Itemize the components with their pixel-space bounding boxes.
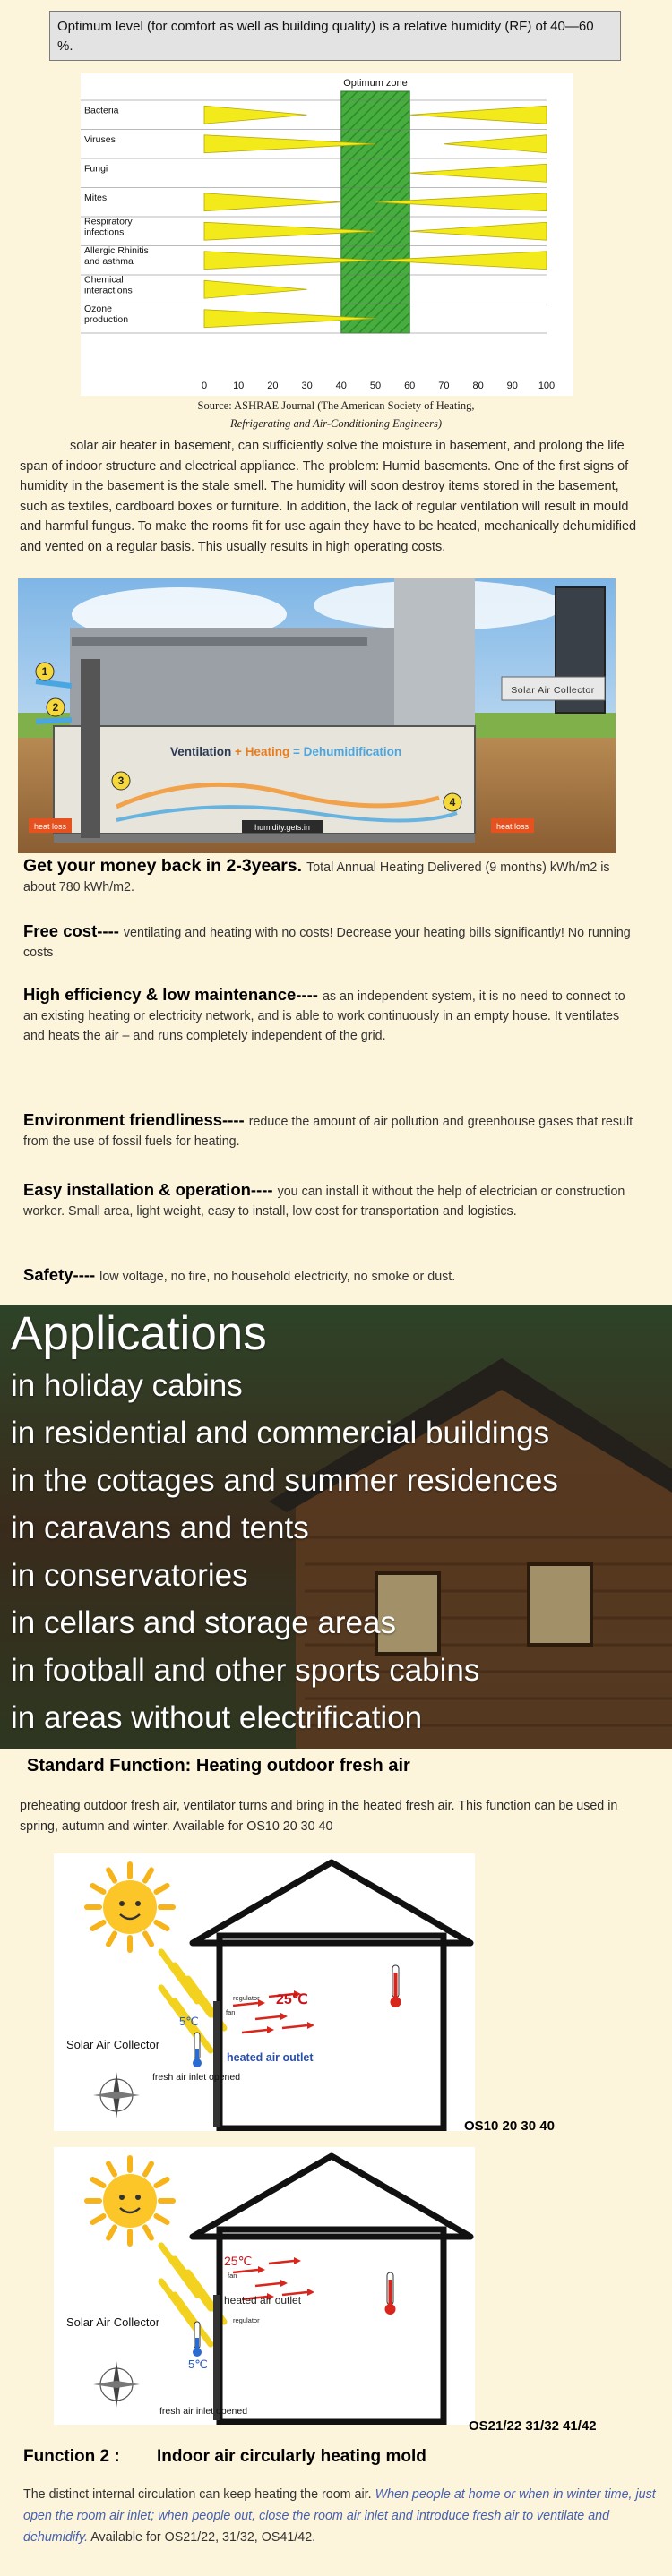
risk-band-right bbox=[409, 222, 547, 240]
heating-word: Heating bbox=[245, 745, 290, 758]
fan-label: fan bbox=[226, 2008, 236, 2016]
heating-fresh-air-diagram bbox=[54, 1853, 475, 2131]
collector-label: Solar Air Collector bbox=[66, 2315, 160, 2329]
step-number: 1 bbox=[41, 665, 48, 678]
dehumidification-word: Dehumidification bbox=[303, 745, 402, 758]
risk-band-left bbox=[204, 193, 341, 211]
house-roof bbox=[193, 2156, 470, 2237]
applications-title: Applications bbox=[11, 1307, 267, 1360]
application-item: in holiday cabins bbox=[11, 1368, 243, 1403]
compass-icon bbox=[93, 2361, 140, 2408]
x-tick-label: 10 bbox=[233, 381, 245, 391]
feature-item bbox=[23, 921, 642, 963]
air-duct bbox=[81, 659, 100, 838]
heat-loss-label: heat loss bbox=[33, 822, 67, 831]
category-label: Ozone production bbox=[84, 303, 129, 325]
regulator-label: regulator bbox=[233, 2316, 260, 2324]
category-label: Chemical interactions bbox=[84, 274, 133, 296]
x-tick-label: 90 bbox=[506, 381, 518, 391]
x-tick-label: 20 bbox=[267, 381, 279, 391]
applications-banner bbox=[0, 1305, 672, 1749]
solar-collector-icon bbox=[213, 2001, 220, 2127]
step-number: 4 bbox=[449, 796, 456, 809]
intro-text: Optimum level (for comfort as well as building quality) is a relative humidity (RF) of 40—60 %. bbox=[57, 19, 594, 54]
collector-label: Solar Air Collector bbox=[66, 2038, 160, 2051]
feature-text: Total Annual Heating Delivered (9 months) kWh/m2 is about 780 kWh/m2. bbox=[23, 860, 610, 894]
application-item: in areas without electrification bbox=[11, 1700, 423, 1735]
risk-band-right bbox=[444, 135, 547, 153]
diagram1-models: OS10 20 30 40 bbox=[464, 2118, 555, 2134]
solar-collector-icon bbox=[213, 2295, 220, 2420]
category-label: Mites bbox=[84, 192, 108, 203]
heat-loss-label: heat loss bbox=[495, 822, 530, 831]
risk-band-left bbox=[204, 280, 307, 298]
application-item: in the cottages and summer residences bbox=[11, 1463, 558, 1498]
outlet-label: heated air outlet bbox=[224, 2294, 302, 2306]
feature-item bbox=[23, 985, 642, 1046]
category-label: Fungi bbox=[84, 163, 108, 175]
thermometer-icon bbox=[193, 2322, 202, 2357]
feature-text: you can install it without the help of electrician or construction worker. Small area, light weight, easy to install, low cost for transportation and logistics. bbox=[23, 1185, 625, 1219]
x-tick-label: 100 bbox=[538, 381, 556, 391]
outdoor-temperature: 5℃ bbox=[179, 2015, 199, 2028]
risk-band-right bbox=[409, 164, 547, 182]
feature-text: low voltage, no fire, no household electricity, no smoke or dust. bbox=[99, 1270, 456, 1284]
risk-band-right bbox=[409, 106, 547, 124]
outdoor-temperature: 5℃ bbox=[188, 2358, 208, 2371]
collector-label: Solar Air Collector bbox=[511, 685, 595, 696]
equals-sign: = bbox=[292, 745, 300, 758]
category-label: Respiratory infections bbox=[84, 216, 133, 238]
indoor-temperature: 25℃ bbox=[276, 1992, 308, 2007]
inlet-label: fresh air inlet opened bbox=[159, 2406, 248, 2417]
step-number: 3 bbox=[117, 775, 125, 787]
function2-heading bbox=[23, 2447, 426, 2467]
house-roof bbox=[193, 1862, 470, 1943]
feature-title: Environment friendliness---- bbox=[23, 1110, 245, 1129]
function2-tail: Available for OS21/22, 31/32, OS41/42. bbox=[90, 2530, 316, 2545]
risk-band-left bbox=[204, 106, 307, 124]
x-tick-label: 40 bbox=[335, 381, 347, 391]
category-label: Bacteria bbox=[84, 105, 119, 116]
x-tick-label: 70 bbox=[438, 381, 450, 391]
function2-paragraph bbox=[23, 2484, 661, 2548]
regulator-label: regulator bbox=[233, 1994, 260, 2002]
x-tick-label: 80 bbox=[472, 381, 484, 391]
basement-paragraph: solar air heater in basement, can sufficiently solve the moisture in basement, and prolong the life span of indoor structure and electrical appliance. The problem: Humid basements. One of the first signs of humidity in the basement is the stale smell. The humidity will soon destroy items stored in the basement, such as textiles, cardboard boxes or furniture. In addition, the lack of regular ventilation will result in mould and harmful fungus. To make the rooms fit for use again they have to be heated, mechanically dehumidified and vented on a regular basis. This usually results in high operating costs. bbox=[20, 439, 637, 554]
sun-icon bbox=[87, 1864, 173, 1950]
application-item: in caravans and tents bbox=[11, 1511, 309, 1545]
thermometer-icon bbox=[391, 1965, 401, 2007]
standard-function-text: preheating outdoor fresh air, ventilator turns and bring in the heated fresh air. This function can be used in spring, autumn and winter. Available for OS10 20 30 40 bbox=[20, 1799, 618, 1834]
indoor-temperature: 25℃ bbox=[224, 2254, 253, 2268]
building-side bbox=[394, 578, 475, 731]
x-tick-label: 30 bbox=[301, 381, 313, 391]
house-walls bbox=[220, 2229, 444, 2422]
function2-title: Indoor air circularly heating mold bbox=[156, 2447, 426, 2466]
x-tick-label: 60 bbox=[404, 381, 416, 391]
feature-item bbox=[23, 1110, 642, 1151]
application-item: in cellars and storage areas bbox=[11, 1605, 396, 1640]
x-tick-label: 0 bbox=[201, 381, 208, 391]
feature-item bbox=[23, 1265, 642, 1287]
feature-title: Free cost---- bbox=[23, 921, 119, 940]
application-item: in football and other sports cabins bbox=[11, 1653, 480, 1688]
chart-source-line1: Source: ASHRAE Journal (The American Society of Heating, bbox=[197, 399, 475, 412]
category-label: Allergic Rhinitis and asthma bbox=[84, 244, 149, 267]
category-label: Viruses bbox=[84, 133, 116, 145]
feature-title: High efficiency & low maintenance---- bbox=[23, 985, 318, 1004]
feature-title: Safety---- bbox=[23, 1265, 96, 1284]
svg-text:Ventilation + Heating bbox=[170, 745, 401, 758]
application-item: in conservatories bbox=[11, 1558, 248, 1593]
diagram2-models: OS21/22 31/32 41/42 bbox=[469, 2418, 597, 2434]
ventilation-word: Ventilation bbox=[170, 745, 232, 758]
compass-icon bbox=[93, 2072, 140, 2118]
intro-box bbox=[49, 11, 621, 61]
feature-title: Easy installation & operation---- bbox=[23, 1180, 273, 1199]
humidity-chart bbox=[81, 73, 573, 396]
step-number: 2 bbox=[52, 701, 59, 714]
thermometer-icon bbox=[193, 2033, 202, 2067]
feature-title: Get your money back in 2-3years. bbox=[23, 856, 303, 876]
feature-text: as an independent system, it is no need to connect to an existing heating or electricity network, and is able to work continuously in an empty house. It ventilates and heats the air – and runs completely independent of the grid. bbox=[23, 989, 625, 1043]
optimum-zone-label: Optimum zone bbox=[343, 78, 408, 89]
function2-lead: The distinct internal circulation can keep heating the room air. bbox=[23, 2487, 372, 2502]
feature-text: ventilating and heating with no costs! Decrease your heating bills significantly! No running costs bbox=[23, 926, 631, 960]
feature-text: reduce the amount of air pollution and greenhouse gases that result from the use of fossil fuels for heating. bbox=[23, 1115, 633, 1149]
feature-item bbox=[23, 1180, 642, 1221]
function2-italic: When people at home or when in winter time, just open the room air inlet; when people out, close the room air inlet and introduce fresh air to ventilate and dehumidify. bbox=[23, 2487, 656, 2545]
inlet-label: fresh air inlet opened bbox=[152, 2072, 241, 2083]
chart-source-line2: Refrigerating and Air-Conditioning Engineers) bbox=[230, 417, 442, 430]
standard-function-title: Standard Function: Heating outdoor fresh air bbox=[27, 1756, 410, 1776]
function2-label: Function 2 : bbox=[23, 2447, 120, 2466]
thermometer-icon bbox=[385, 2272, 396, 2315]
x-tick-label: 50 bbox=[369, 381, 382, 391]
basement-ventilation-illustration bbox=[18, 578, 616, 853]
feature-item bbox=[23, 856, 642, 897]
optimum-zone-band bbox=[341, 91, 409, 333]
fan-label: fan bbox=[228, 2272, 237, 2280]
application-item: in residential and commercial buildings bbox=[11, 1416, 550, 1451]
plus-sign: + bbox=[235, 745, 242, 758]
site-label: humidity.gets.in bbox=[254, 823, 310, 832]
circulation-heating-diagram bbox=[54, 2147, 475, 2425]
outlet-label: heated air outlet bbox=[227, 2051, 314, 2064]
sun-icon bbox=[87, 2158, 173, 2244]
